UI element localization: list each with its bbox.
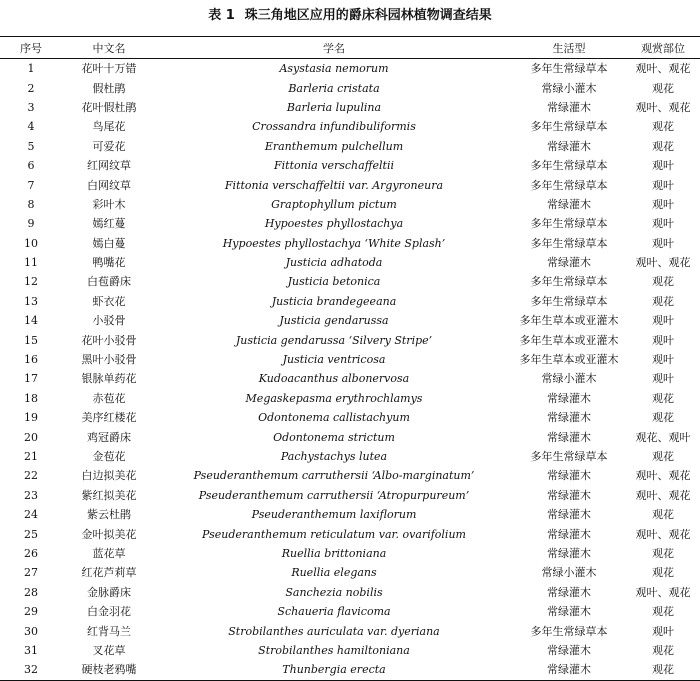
cell-scientific-name: Asystasia nemorum: [279, 62, 389, 76]
cell-serial-number: 5: [27, 139, 35, 153]
table-row: [0, 369, 700, 388]
cell-life-form: 多年生常绿草本: [530, 294, 608, 308]
cell-life-form: 多年生常绿草本: [530, 178, 608, 192]
cell-scientific-name: Ruellia elegans: [291, 566, 377, 580]
cell-serial-number: 6: [27, 159, 35, 173]
cell-scientific-name: Megaskepasma erythrochlamys: [245, 391, 423, 405]
cell-serial-number: 21: [24, 450, 38, 463]
cell-chinese-name: 赤苞花: [92, 391, 126, 405]
cell-serial-number: 2: [27, 81, 35, 95]
cell-chinese-name: 红花芦莉草: [81, 566, 137, 580]
cell-chinese-name: 银脉单药花: [81, 372, 137, 386]
cell-scientific-name: Odontonema strictum: [273, 430, 395, 444]
cell-serial-number: 9: [27, 217, 35, 231]
cell-life-form: 常绿灌木: [547, 527, 591, 541]
cell-ornamental-part: 观叶: [652, 217, 674, 231]
cell-chinese-name: 鸭嘴花: [92, 256, 126, 270]
cell-serial-number: 24: [24, 508, 38, 522]
table-row: [0, 214, 700, 233]
cell-ornamental-part: 观叶、观花: [635, 488, 691, 502]
cell-life-form: 常绿灌木: [547, 256, 591, 270]
cell-serial-number: 20: [24, 430, 38, 444]
cell-chinese-name: 白苞爵床: [87, 275, 131, 289]
cell-chinese-name: 彩叶木: [92, 197, 126, 211]
cell-ornamental-part: 观花: [652, 139, 674, 153]
table-row: [0, 98, 700, 117]
cell-ornamental-part: 观叶: [652, 314, 674, 328]
cell-chinese-name: 嫣白蔓: [92, 236, 126, 250]
cell-life-form: 常绿灌木: [547, 469, 591, 483]
cell-ornamental-part: 观叶: [652, 353, 674, 367]
cell-scientific-name: Pseuderanthemum laxiflorum: [251, 508, 417, 522]
cell-serial-number: 19: [24, 411, 38, 425]
cell-serial-number: 31: [24, 643, 38, 657]
cell-ornamental-part: 观花: [652, 120, 674, 134]
table-row: [0, 137, 700, 156]
cell-life-form: 多年生常绿草本: [530, 217, 608, 231]
cell-life-form: 常绿小灌木: [541, 81, 597, 95]
header-chinese-name: 中文名: [92, 41, 126, 55]
cell-scientific-name: Eranthemum pulchellum: [264, 139, 404, 153]
table-row: [0, 621, 700, 640]
table-row: [0, 175, 700, 194]
table-row: [0, 602, 700, 621]
cell-serial-number: 25: [24, 527, 38, 541]
table-row: [0, 59, 700, 79]
table-row: [0, 583, 700, 602]
cell-scientific-name: Schaueria flavicoma: [277, 605, 391, 619]
cell-serial-number: 15: [24, 333, 38, 347]
cell-chinese-name: 花叶十万错: [81, 62, 137, 76]
cell-scientific-name: Barleria cristata: [288, 81, 380, 95]
cell-ornamental-part: 观花: [652, 81, 674, 95]
cell-chinese-name: 金苞花: [92, 450, 126, 463]
cell-ornamental-part: 观花: [652, 391, 674, 405]
cell-life-form: 多年生草本或亚灌木: [519, 333, 619, 347]
cell-life-form: 常绿灌木: [547, 663, 591, 677]
cell-ornamental-part: 观花: [652, 275, 674, 289]
cell-ornamental-part: 观叶: [652, 178, 674, 192]
cell-life-form: 常绿灌木: [547, 605, 591, 619]
table-title: 珠三角地区应用的爵床科园林植物调查结果: [244, 8, 492, 23]
plant-survey-table: [0, 36, 700, 681]
table-row: [0, 195, 700, 214]
cell-scientific-name: Justicia adhatoda: [285, 256, 383, 270]
cell-life-form: 多年生常绿草本: [530, 62, 608, 76]
cell-life-form: 常绿灌木: [547, 391, 591, 405]
cell-serial-number: 23: [24, 488, 38, 502]
table-row: [0, 78, 700, 97]
cell-ornamental-part: 观叶: [652, 333, 674, 347]
cell-ornamental-part: 观花: [652, 294, 674, 308]
cell-scientific-name: Justicia ventricosa: [282, 353, 386, 367]
table-row: [0, 253, 700, 272]
table-row: [0, 447, 700, 466]
table-row: [0, 505, 700, 524]
table-row: [0, 466, 700, 485]
cell-serial-number: 29: [24, 605, 38, 619]
cell-serial-number: 28: [24, 585, 38, 599]
cell-scientific-name: Pseuderanthemum reticulatum var. ovarifolium: [202, 527, 466, 541]
cell-scientific-name: Fittonia verschaffeltii var. Argyroneura: [224, 178, 444, 192]
cell-chinese-name: 硬枝老鸦嘴: [81, 663, 137, 677]
cell-scientific-name: Barleria lupulina: [286, 100, 382, 114]
cell-ornamental-part: 观花: [652, 566, 674, 580]
cell-ornamental-part: 观叶: [652, 197, 674, 211]
cell-ornamental-part: 观叶、观花: [635, 62, 691, 76]
cell-serial-number: 8: [27, 197, 35, 211]
cell-chinese-name: 花叶小驳骨: [81, 333, 137, 347]
cell-serial-number: 1: [27, 62, 35, 76]
table-row: [0, 544, 700, 563]
table-row: [0, 350, 700, 369]
cell-scientific-name: Justicia gendarussa: [279, 314, 389, 328]
cell-chinese-name: 红背马兰: [87, 624, 131, 638]
cell-scientific-name: Crossandra infundibuliformis: [252, 120, 416, 134]
cell-serial-number: 4: [27, 120, 35, 134]
table-header-row: [0, 37, 700, 59]
cell-life-form: 多年生常绿草本: [530, 236, 608, 250]
table-row: [0, 427, 700, 446]
cell-serial-number: 10: [24, 236, 38, 250]
cell-chinese-name: 红网纹草: [87, 159, 131, 173]
cell-life-form: 常绿小灌木: [541, 372, 597, 386]
cell-life-form: 常绿灌木: [547, 488, 591, 502]
table-row: [0, 272, 700, 291]
cell-serial-number: 3: [27, 100, 35, 114]
table-row: [0, 156, 700, 175]
cell-ornamental-part: 观花、观叶: [635, 430, 691, 444]
cell-chinese-name: 假杜鹃: [92, 81, 126, 95]
cell-scientific-name: Fittonia verschaffeltii: [274, 159, 394, 173]
cell-ornamental-part: 观花: [652, 663, 674, 677]
cell-ornamental-part: 观叶: [652, 236, 674, 250]
table-row: [0, 641, 700, 660]
cell-scientific-name: Pseuderanthemum carruthersii ‘Albo-marginatum’: [193, 469, 475, 483]
cell-scientific-name: Ruellia brittoniana: [281, 546, 387, 560]
cell-chinese-name: 叉花草: [92, 643, 126, 657]
cell-scientific-name: Strobilanthes hamiltoniana: [258, 643, 410, 657]
cell-serial-number: 11: [24, 256, 38, 270]
cell-scientific-name: Sanchezia nobilis: [285, 585, 383, 599]
header-ornamental-part: 观赏部位: [641, 41, 685, 55]
cell-chinese-name: 金脉爵床: [87, 585, 131, 599]
cell-ornamental-part: 观叶: [652, 624, 674, 638]
cell-chinese-name: 黑叶小驳骨: [81, 353, 137, 367]
cell-life-form: 常绿灌木: [547, 508, 591, 522]
cell-ornamental-part: 观叶: [652, 372, 674, 386]
cell-chinese-name: 鸡冠爵床: [87, 430, 131, 444]
cell-chinese-name: 小驳骨: [92, 314, 126, 328]
cell-chinese-name: 虾衣花: [92, 294, 126, 308]
cell-serial-number: 17: [24, 372, 38, 386]
cell-ornamental-part: 观叶、观花: [635, 100, 691, 114]
cell-scientific-name: Justicia gendarussa ‘Silvery Stripe’: [235, 333, 433, 347]
header-life-form: 生活型: [552, 41, 586, 55]
cell-life-form: 常绿灌木: [547, 197, 591, 211]
cell-scientific-name: Justicia brandegeeana: [271, 294, 397, 308]
table-body: [0, 59, 700, 681]
cell-life-form: 多年生草本或亚灌木: [519, 353, 619, 367]
cell-serial-number: 32: [24, 663, 38, 677]
cell-life-form: 多年生常绿草本: [530, 275, 608, 289]
cell-serial-number: 27: [24, 566, 38, 580]
table-row: [0, 524, 700, 543]
table-row: [0, 311, 700, 330]
cell-scientific-name: Strobilanthes auriculata var. dyeriana: [228, 624, 440, 638]
cell-ornamental-part: 观花: [652, 546, 674, 560]
cell-scientific-name: Pseuderanthemum carruthersii ‘Atropurpureum’: [198, 488, 470, 502]
table-row: [0, 563, 700, 582]
cell-life-form: 多年生草本或亚灌木: [519, 314, 619, 328]
cell-scientific-name: Justicia betonica: [287, 275, 381, 289]
cell-ornamental-part: 观叶: [652, 159, 674, 173]
cell-serial-number: 22: [24, 469, 38, 483]
cell-serial-number: 30: [24, 624, 38, 638]
header-serial-number: 序号: [20, 41, 42, 55]
cell-scientific-name: Hypoestes phyllostachya: [264, 217, 404, 231]
table-row: [0, 292, 700, 311]
table-row: [0, 117, 700, 136]
cell-life-form: 常绿灌木: [547, 585, 591, 599]
cell-chinese-name: 美序红楼花: [81, 411, 137, 425]
table-caption: [0, 8, 700, 24]
cell-ornamental-part: 观叶、观花: [635, 256, 691, 270]
cell-chinese-name: 鸟尾花: [92, 120, 126, 134]
cell-scientific-name: Kudoacanthus albonervosa: [258, 372, 410, 386]
cell-life-form: 常绿灌木: [547, 411, 591, 425]
cell-ornamental-part: 观花: [652, 605, 674, 619]
cell-life-form: 多年生常绿草本: [530, 120, 608, 134]
cell-ornamental-part: 观叶、观花: [635, 527, 691, 541]
cell-scientific-name: Pachystachys lutea: [280, 450, 388, 463]
cell-chinese-name: 金叶拟美花: [81, 527, 137, 541]
cell-serial-number: 14: [24, 314, 38, 328]
cell-chinese-name: 蓝花草: [92, 546, 126, 560]
table-row: [0, 389, 700, 408]
cell-ornamental-part: 观花: [652, 411, 674, 425]
cell-life-form: 多年生常绿草本: [530, 450, 608, 463]
cell-chinese-name: 白网纹草: [87, 178, 131, 192]
cell-scientific-name: Thunbergia erecta: [282, 663, 386, 677]
cell-serial-number: 26: [24, 546, 38, 560]
cell-life-form: 常绿灌木: [547, 100, 591, 114]
cell-scientific-name: Hypoestes phyllostachya ‘White Splash’: [222, 236, 446, 250]
table-row: [0, 330, 700, 349]
cell-serial-number: 16: [24, 353, 38, 367]
cell-ornamental-part: 观花: [652, 508, 674, 522]
header-scientific-name: 学名: [323, 41, 345, 55]
cell-serial-number: 13: [24, 294, 38, 308]
cell-life-form: 常绿灌木: [547, 430, 591, 444]
cell-chinese-name: 嫣红蔓: [92, 217, 126, 231]
cell-ornamental-part: 观花: [652, 450, 674, 463]
cell-chinese-name: 紫红拟美花: [81, 488, 137, 502]
cell-chinese-name: 花叶假杜鹃: [81, 100, 137, 114]
cell-chinese-name: 白边拟美花: [81, 469, 137, 483]
cell-serial-number: 18: [24, 391, 38, 405]
cell-scientific-name: Odontonema callistachyum: [258, 411, 410, 425]
cell-chinese-name: 紫云杜鹃: [87, 508, 131, 522]
table-row: [0, 234, 700, 253]
cell-life-form: 常绿小灌木: [541, 566, 597, 580]
cell-life-form: 常绿灌木: [547, 643, 591, 657]
table-row: [0, 486, 700, 505]
table-row: [0, 660, 700, 680]
table-number: 表 1: [208, 8, 235, 23]
cell-life-form: 多年生常绿草本: [530, 159, 608, 173]
cell-serial-number: 12: [24, 275, 38, 289]
cell-serial-number: 7: [27, 178, 35, 192]
table-row: [0, 408, 700, 427]
cell-chinese-name: 可爱花: [92, 139, 126, 153]
cell-ornamental-part: 观花: [652, 643, 674, 657]
cell-life-form: 常绿灌木: [547, 139, 591, 153]
cell-scientific-name: Graptophyllum pictum: [271, 197, 397, 211]
cell-life-form: 多年生常绿草本: [530, 624, 608, 638]
cell-ornamental-part: 观叶、观花: [635, 469, 691, 483]
cell-chinese-name: 白金羽花: [87, 605, 131, 619]
cell-ornamental-part: 观叶、观花: [635, 585, 691, 599]
cell-life-form: 常绿灌木: [547, 546, 591, 560]
